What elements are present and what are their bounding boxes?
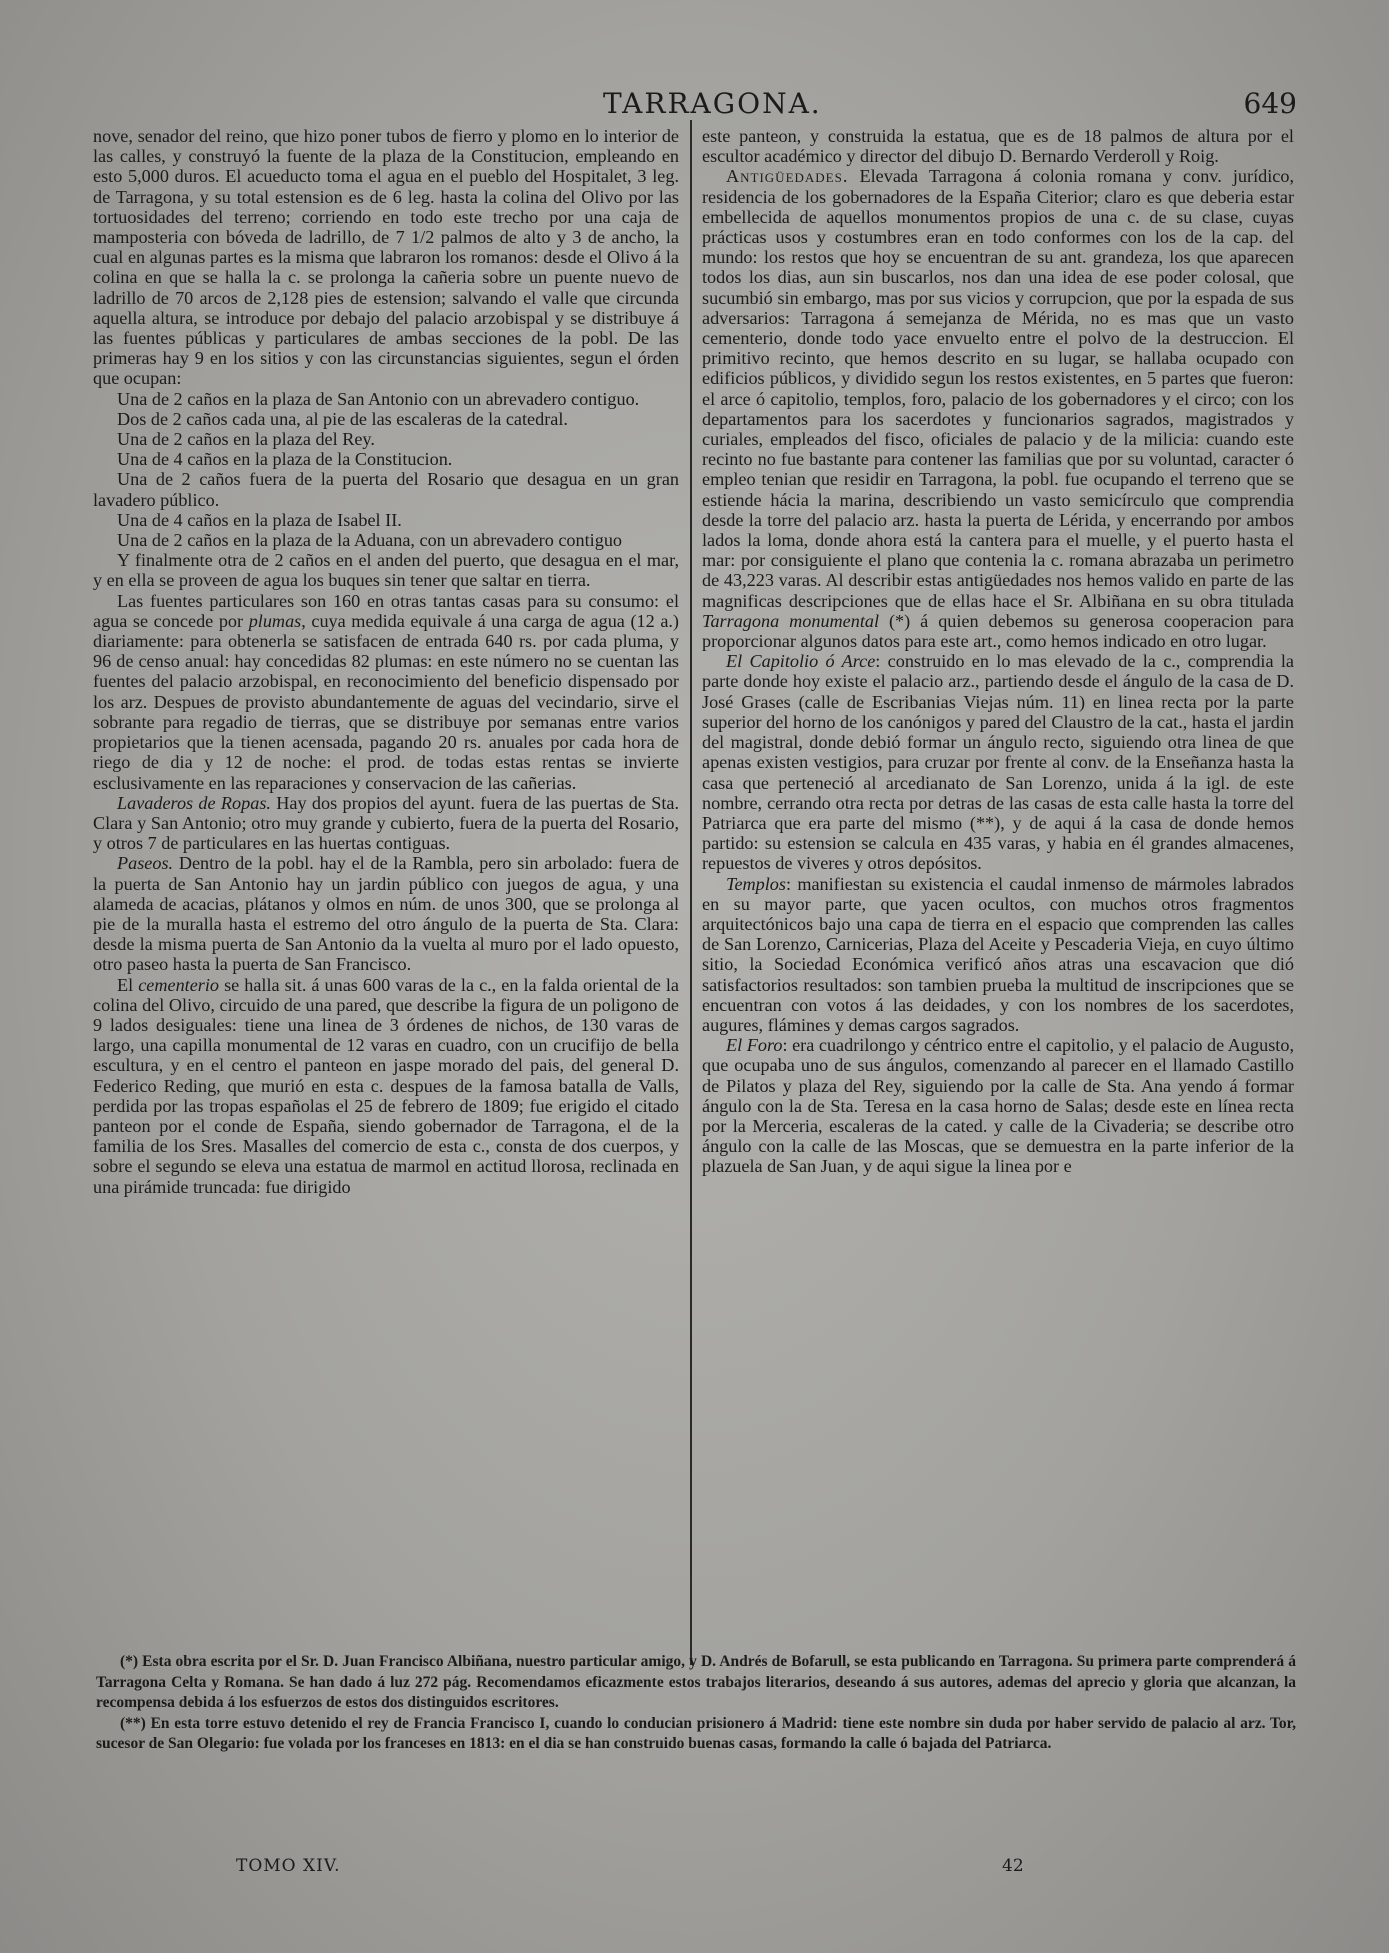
paragraph — [93, 793, 679, 854]
paragraph: Una de 2 caños fuera de la puerta del Rosario que desagua en un gran lavadero público. — [93, 469, 679, 510]
text-run: : era cuadrilongo y céntrico entre el capitolio, y el palacio de Augusto, que ocupaba uno de sus ángulos, comenzando al parecer en el llamado Castillo de Pilatos y plaza del Rey, siguiendo por la calle de Sta. Ana yendo á formar ángulo con la de Sta. Teresa en la casa horno de Salas; desde este en línea recta por la Merceria, escaleras de la cated. y calle de la Civaderia; se describe otro ángulo con la calle de las Moscas, que se demuestra en la parte inferior de la plazuela de San Juan, y de aqui sigue la linea por e — [702, 1035, 1294, 1177]
section-heading: El Foro — [726, 1035, 783, 1056]
paragraph: Dos de 2 caños cada una, al pie de las escaleras de la catedral. — [117, 408, 568, 429]
page-footer — [0, 1856, 1389, 1880]
paragraph — [702, 1035, 1294, 1176]
paragraph: Una de 4 caños en la plaza de Isabel II. — [117, 509, 402, 530]
right-column — [702, 126, 1294, 1177]
text-run: Hay dos propios del ayunt. fuera de las puertas de Sta. Clara y San Antonio; otro muy grande y cubierto, fuera de la puerta del Rosario, y otros 7 de particulares en las huertas contiguas. — [93, 792, 679, 854]
text-run: (*) á quien debemos su generosa cooperacion para proporcionar algunos datos para este art., como hemos indicado en otro lugar. — [702, 610, 1294, 652]
volume-label: TOMO XIV. — [236, 1856, 341, 1876]
footnote: (*) Esta obra escrita por el Sr. D. Juan Francisco Albiñana, nuestro particular amigo, y D. Andrés de Bofarull, se esta publicando en Tarragona. Su primera parte comprenderá á Tarragona Celta y Romana. Se han dado á luz 272 pág. Recomendamos eficazmente estos trabajos literarios, deseando á sus autores, ademas del aprecio y gloria que alcanzan, la recompensa debida á los esfuerzos de estos dos distinguidos escritores. — [96, 1653, 1296, 1711]
footnotes — [96, 1652, 1296, 1755]
text-run: se halla sit. á unas 600 varas de la c., en la falda oriental de la colina del Olivo, circuido de una pared, que describe la figura de un poligono de 9 lados desiguales: tiene una linea de 3 órdenes de nichos, de 130 varas de largo, una capilla monumental de 12 varas en cuadro, con un crucifijo de bella escultura, y en el centro el panteon en jaspe morado del pais, del general D. Federico Reding, que murió en esta c. despues de la famosa batalla de Valls, perdida por las tropas españolas el 25 de febrero de 1809; fue erigido el citado panteon por el conde de España, siendo gobernador de Tarragona, el de la familia de los Sres. Masalles del comercio de esta c., consta de dos cuerpos, y sobre el segundo se eleva una estatua de marmol en actitud llorosa, reclinada en una pirámide truncada: fue dirigido — [93, 974, 679, 1197]
paragraph: Una de 4 caños en la plaza de la Constitucion. — [117, 449, 453, 470]
left-column — [93, 126, 679, 1197]
text-run: El — [117, 974, 139, 995]
text-run: : construido en lo mas elevado de la c., comprendia la parte donde hoy existe el palacio arz., partiendo desde el ángulo de la casa de D. José Grases (calle de Escribanias Viejas núm. 11) en linea recta por la parte superior del horno de los canónigos y pared del Claustro de la cat., hasta el jardin del magistral, donde debió formar un ángulo recto, siguiendo otra linea de que apenas existen vestigios, para cruzar por frente al conv. de la Enseñanza hasta la casa que perteneció al arcedianato de San Lorenzo, unida á la igl. de este nombre, cerrando otra recta por detras de las casas de esta calle hasta la torre del Patriarca que era parte del mismo (**), y de aqui á la casa de donde hemos partido: su estension se calcula en 435 varas, y habia en él grandes almacenes, repuestos de viveres y otros depósitos. — [702, 651, 1294, 874]
paragraph — [93, 591, 679, 793]
paragraph — [93, 853, 679, 974]
italic-term: plumas — [248, 610, 302, 631]
paragraph — [702, 651, 1294, 873]
paragraph: Una de 2 caños en la plaza de la Aduana, con un abrevadero contiguo — [117, 530, 623, 551]
paragraph: Y finalmente otra de 2 caños en el anden del puerto, que desagua en el mar, y en ella se proveen de agua los buques sin tener que saltar en tierra. — [93, 550, 679, 591]
page-number: 649 — [1243, 87, 1297, 120]
footnote: (**) En esta torre estuvo detenido el rey de Francia Francisco I, cuando lo conducian prisionero á Madrid: tiene este nombre sin duda por haber servido de palacio al arz. Tor, sucesor de San Olegario: fue volada por los franceses en 1813: en el dia se han construido buenas casas, formando la calle ó bajada del Patriarca. — [96, 1714, 1296, 1752]
signature-mark: 42 — [1002, 1856, 1024, 1876]
paragraph — [702, 874, 1294, 1036]
text-run: Elevada Tarragona á colonia romana y conv. jurídico, residencia de los gobernadores de la España Citerior; claro es que deberia estar embellecida de aquellos monumentos propios de una c. de su clase, cuyas prácticas usos y costumbres eran en todo conformes con los de la cap. del mundo: los restos que hoy se encuentran de su ant. grandeza, los que aparecen todos los dias, aun sin buscarlos, nos dan una idea de ese poder colosal, que sucumbió sin embargo, mas por sus vicios y corrupcion, que por la espada de sus adversarios: Tarragona á semejanza de Mérida, no es mas que un vasto cementerio, donde todo yace envuelto entre el polvo de la destruccion. El primitivo recinto, que hemos descrito en su lugar, se hallaba ocupado con edificios públicos, y dividido segun los restos existentes, en 5 partes que fueron: el arce ó capitolio, templos, foro, palacio de los gobernadores y el circo; con los departamentos para los sacerdotes y funcionarios sagrados, magistrados y curiales, empleados del fisco, oficiales de palacio y de la milicia: cuando este recinto no fue bastante para contener las familias que por su voluntad, caracter ó empleo tenian que residir en Tarragona, la pobl. fue ocupando el terreno que se estiende hácia la marina, describiendo un vasto semicírculo que comprendia desde la torre del palacio arz. hasta la puerta de Lérida, y encerrando por ambos lados la loma, donde ahora está la cantera para el muelle, y el puerto hasta el mar: por consiguiente el plano que contenia la c. romana abrazaba un perimetro de 43,223 varas. Al describir estas antigüedades nos hemos valido en parte de las magnificas descripciones que de ellas hace el Sr. Albiñana en su obra titulada — [702, 166, 1294, 611]
paragraph: nove, senador del reino, que hizo poner tubos de fierro y plomo en lo interior de las calles, y construyó la fuente de la plaza de la Constitucion, empleando en esto 5,000 duros. El acueducto toma el agua en el pueblo del Hospitalet, 3 leg. de Tarragona, y su total estension es de 6 leg. hasta la colina del Olivo por las tortuosidades del terreno; corriendo en todo este trecho por una caja de mamposteria con bóveda de ladrillo, de 7 1/2 palmos de alto y 3 de ancho, la cual en algunas partes es la misma que labraron los romanos: desde el Olivo á la colina en que se halla la c. se prolonga la cañeria sobre un puente nuevo de ladrillo de 70 arcos de 2,128 pies de estension; salvando el valle que circunda aquella altura, se introduce por debajo del palacio arzobispal y se distribuye á las fuentes públicas y particulares de ambas secciones de la pobl. De las primeras hay 9 en los sitios y con las circunstancias siguientes, segun el órden que ocupan: — [93, 126, 679, 389]
section-heading: El Capitolio ó Arce — [726, 651, 876, 672]
section-heading: Templos — [726, 873, 786, 894]
column-divider — [690, 120, 692, 1665]
section-heading: Lavaderos de Ropas. — [117, 792, 271, 813]
paragraph: Una de 2 caños en la plaza del Rey. — [117, 429, 375, 450]
paragraph: Una de 2 caños en la plaza de San Antonio con un abrevadero contiguo. — [117, 388, 640, 409]
page-header — [0, 84, 1389, 124]
text-run: Las fuentes particulares son 160 en otras tantas casas para su consumo: el agua se concede por — [93, 590, 679, 631]
paragraph: este panteon, y construida la estatua, que es de 18 palmos de altura por el escultor académico y director del dibujo D. Bernardo Verderoll y Roig. — [702, 126, 1294, 167]
paragraph — [93, 975, 679, 1197]
italic-title: Tarragona monumental — [702, 610, 880, 631]
section-heading: Antigüedades. — [726, 166, 849, 187]
text-run: , cuya medida equivale á una carga de agua (12 a.) diariamente: para obtenerla se satisfacen de entrada 640 rs. por cada pluma, y 96 de censo anual: hay concedidas 82 plumas: en este número no se cuentan las fuentes del palacio arzobispal, en reconocimiento del beneficio dispensado por los arz. Despues de provisto abundantemente de aguas del vecindario, sirve el sobrante para regadio de tierras, que se distribuye por semanas entre varios propietarios que la tienen acensada, pagando 20 rs. anuales por cada hora de riego de dia y 12 de noche: el prod. de todas estas rentas se invierte esclusivamente en las reparaciones y conservacion de las cañerias. — [93, 610, 679, 793]
text-run: Dentro de la pobl. hay el de la Rambla, pero sin arbolado: fuera de la puerta de San Antonio hay un jardin público con juegos de agua, y una alameda de acacias, plátanos y olmos en núm. de unos 300, que se prolonga al pie de la muralla hasta el estremo del otro ángulo de la puerta de Sta. Clara: desde la misma puerta de San Antonio da la vuelta al muro por el lado opuesto, otro paseo hasta la puerta de San Francisco. — [93, 853, 679, 975]
paragraph — [702, 166, 1294, 651]
italic-term: cementerio — [138, 974, 220, 995]
running-title: TARRAGONA. — [603, 87, 822, 120]
section-heading: Paseos. — [117, 853, 174, 874]
text-run: : manifiestan su existencia el caudal inmenso de mármoles labrados en su mayor parte, que yacen ocultos, con muchos otros fragmentos arquitectónicos bajo una capa de tierra en el espacio que comprenden las calles de San Lorenzo, Carnicerias, Plaza del Aceite y Pescaderia Vieja, en cuyo último sitio, la Sociedad Económica verificó años atras una escavacion que dió satisfactorios resultados: son tambien prueba la multitud de inscripciones que se encuentran con votos á las deidades, y con los nombres de los sacerdotes, augures, flámines y demas cargos sagrados. — [702, 873, 1294, 1035]
